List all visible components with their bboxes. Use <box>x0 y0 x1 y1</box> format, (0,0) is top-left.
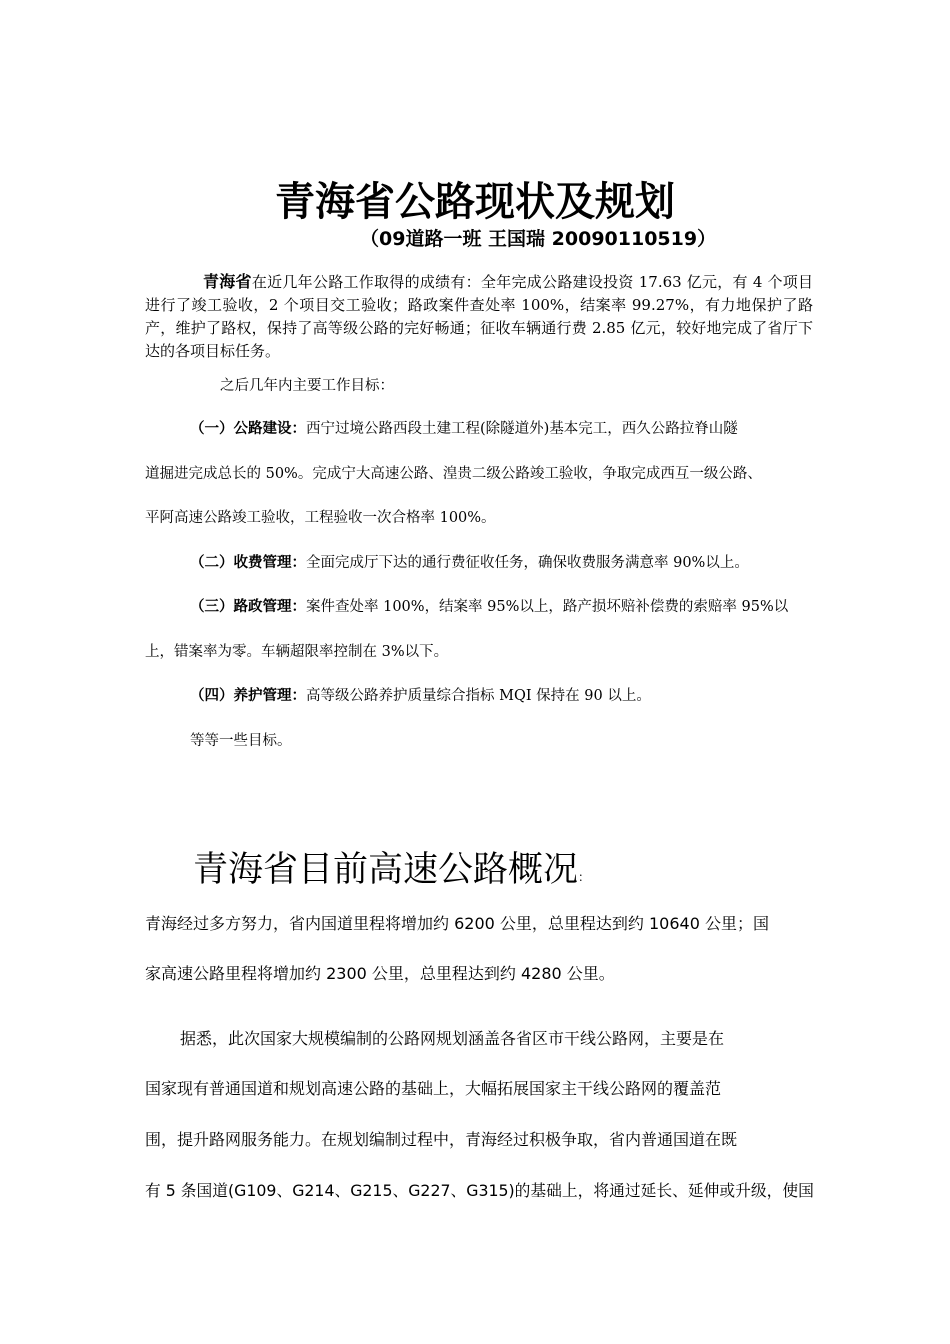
goal-admin-label: （三）路政管理： <box>190 599 306 615</box>
intro-text: 在近几年公路工作取得的成绩有：全年完成公路建设投资 17.63 亿元，有 4 个项目进行了竣工验收，2 个项目交工验收；路政案件查处率 100%，结案率 99.27%，有力地保护了路产，维护了路权，保持了高等级公路的完好畅通；征收车辆通行费 2.85 亿元，较好地完成了省厅下达的各项目标任务。 <box>145 273 813 360</box>
plan-line4: 有 5 条国道(G109、G214、G215、G227、G315)的基础上，将通过延长、延伸或升级，使国 <box>145 1181 814 1200</box>
section-heading: 青海省目前高速公路概况： <box>193 850 591 890</box>
goals-closing: 等等一些目标。 <box>190 733 292 749</box>
goal-toll-label: （二）收费管理： <box>190 555 306 571</box>
goal-toll-line1: （二）收费管理：全面完成厅下达的通行费征收任务，确保收费服务满意率 90%以上。 <box>190 555 749 571</box>
goal-construction-line2: 道掘进完成总长的 50%。完成宁大高速公路、湟贵二级公路竣工验收，争取完成西互一级公路、 <box>145 466 762 482</box>
plan-line2: 国家现有普通国道和规划高速公路的基础上，大幅拓展国家主干线公路网的覆盖范 <box>145 1079 722 1098</box>
intro-lead: 青海省 <box>203 272 252 291</box>
plan-line3: 围，提升路网服务能力。在规划编制过程中，青海经过积极争取，省内普通国道在既 <box>145 1130 738 1149</box>
goal-construction-label: （一）公路建设： <box>190 421 306 437</box>
goal-admin-line1: （三）路政管理：案件查处率 100%，结案率 95%以上，路产损坏赔补偿费的索赔率 95%以 <box>190 599 789 615</box>
heading-colon: ： <box>578 870 591 884</box>
goal-construction-line1: （一）公路建设：西宁过境公路西段土建工程(除隧道外)基本完工，西久公路拉脊山隧 <box>190 421 738 437</box>
goal-admin-line2: 上，错案率为零。车辆超限率控制在 3%以下。 <box>145 644 449 660</box>
document-title: 青海省公路现状及规划 <box>275 179 675 225</box>
overview-line1: 青海经过多方努力，省内国道里程将增加约 6200 公里，总里程达到约 10640 公里；国 <box>145 914 769 933</box>
goal-maintenance-line1: （四）养护管理：高等级公路养护质量综合指标 MQI 保持在 90 以上。 <box>190 688 651 704</box>
goal-construction-line3: 平阿高速公路竣工验收，工程验收一次合格率 100%。 <box>145 510 496 526</box>
intro-paragraph <box>145 270 813 363</box>
author-subtitle: （09道路一班 王国瑞 20090110519） <box>360 228 717 250</box>
overview-line2: 家高速公路里程将增加约 2300 公里，总里程达到约 4280 公里。 <box>145 964 615 983</box>
goals-intro: 之后几年内主要工作目标： <box>220 378 394 394</box>
goal-maintenance-label: （四）养护管理： <box>190 688 306 704</box>
plan-line1: 据悉，此次国家大规模编制的公路网规划涵盖各省区市干线公路网，主要是在 <box>180 1029 725 1048</box>
